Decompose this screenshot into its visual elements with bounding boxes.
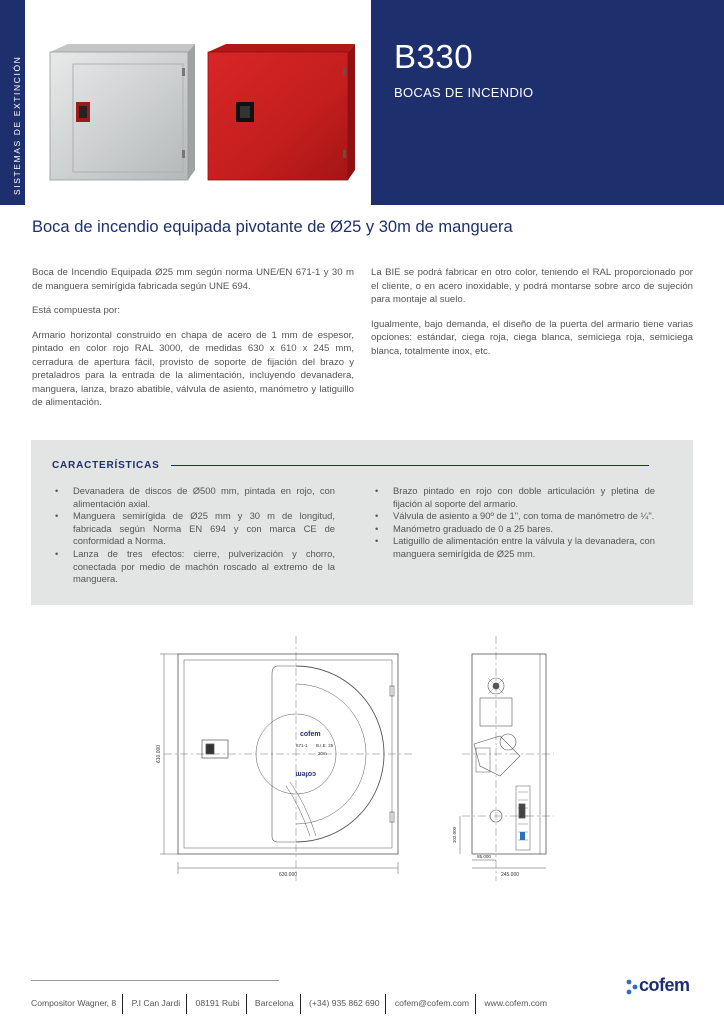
product-code: B330: [394, 38, 474, 75]
logo-mark-icon: [625, 978, 639, 996]
features-panel: [31, 440, 693, 605]
footer-postal: 08191 Rubi: [195, 998, 240, 1009]
reel-label-1: 671-1: [296, 743, 308, 748]
red-cabinet-photo: [208, 44, 355, 180]
footer-separator: [475, 994, 476, 1014]
product-photos: [40, 0, 370, 205]
dim-width: 630.000: [278, 872, 298, 878]
dim-bottom: 102.000: [452, 826, 457, 844]
feature-item: • Válvula de asiento a 90º de 1", con toma de manómetro de ¼".: [373, 510, 655, 523]
footer-web-link[interactable]: www.cofem.com: [484, 998, 547, 1009]
reel-label-3: 20m: [318, 751, 327, 756]
intro-paragraph: Armario horizontal construido en chapa de acero de 1 mm de espesor, pintado en color rojo RAL 3000, de medidas 630 x 610 x 245 mm, cerradura de apertura fácil, provisto de soporte de fijación del brazo y pretaladros para la entrada de la alimentación, incluyendo devanadera, manguera, lanza, brazo abatible, válvula de asiento, manómetro y latiguillo de alimentación.: [32, 329, 354, 408]
drawing-labels: [156, 731, 334, 878]
sidebar-label: SISTEMAS DE EXTINCIÓN: [12, 55, 22, 195]
header-box: [371, 0, 724, 205]
front-view: [160, 636, 412, 881]
footer-separator: [246, 994, 247, 1014]
intro-right-column: [371, 266, 693, 369]
features-list-left: [53, 485, 335, 586]
footer: [31, 994, 547, 1014]
feature-item: • Brazo pintado en rojo con doble articulación y pletina de fijación al soporte del armario.: [373, 485, 655, 510]
feature-item: • Latiguillo de alimentación entre la válvula y la devanadera, con manguera semirígida de Ø25 mm.: [373, 535, 655, 560]
reel-label-2: B.I.E. 25: [316, 743, 334, 748]
product-family: BOCAS DE INCENDIO: [394, 85, 534, 100]
feature-item: • Manguera semirígida de Ø25 mm y 30 m de longitud, fabricada según Norma EN 694 y con marca CE de conformidad a Norma.: [53, 510, 335, 548]
cofem-logo: [625, 975, 695, 999]
features-divider: [171, 465, 649, 466]
footer-separator: [122, 994, 123, 1014]
dim-depth: 245.000: [500, 872, 520, 878]
features-list-right: [373, 485, 655, 561]
footer-separator: [300, 994, 301, 1014]
footer-city: Barcelona: [254, 998, 294, 1009]
footer-separator: [186, 994, 187, 1014]
footer-phone[interactable]: (+34) 935 862 690: [309, 998, 380, 1009]
logo-text: cofem: [639, 975, 690, 995]
reel-brand-mirrored: cofem: [295, 770, 316, 777]
footer-email-link[interactable]: cofem@cofem.com: [394, 998, 470, 1009]
technical-drawing: [150, 636, 570, 881]
page-title: Boca de incendio equipada pivotante de Ø25 y 30m de manguera: [32, 218, 513, 236]
feature-item: • Manómetro graduado de 0 a 25 bares.: [373, 523, 655, 536]
feature-item: • Devanadera de discos de Ø500 mm, pintada en rojo, con alimentación axial.: [53, 485, 335, 510]
reel-brand: cofem: [300, 731, 321, 738]
footer-address: Compositor Wagner, 8: [31, 998, 117, 1009]
footer-separator: [385, 994, 386, 1014]
intro-left-column: [32, 266, 354, 421]
footer-area: P.I Can Jardi: [131, 998, 181, 1009]
features-title: CARACTERÍSTICAS: [52, 460, 160, 471]
intro-paragraph: La BIE se podrá fabricar en otro color, teniendo el RAL proporcionado por el cliente, o en acero inoxidable, y podrá montarse sobre arco de sujeción para montaje al suelo.: [371, 267, 693, 305]
side-view: [460, 636, 554, 881]
feature-item: • Lanza de tres efectos: cierre, pulverización y chorro, conectada por medio de machón roscado al extremo de la manguera.: [53, 548, 335, 586]
intro-paragraph: Boca de Incendio Equipada Ø25 mm según norma UNE/EN 671-1 y 30 m de manguera semirígida fabricada según UNE 694.: [32, 267, 354, 292]
steel-cabinet-photo: [50, 44, 195, 180]
intro-paragraph: Está compuesta por:: [32, 305, 120, 316]
footer-divider: [31, 980, 279, 981]
dim-offset: 85.000: [477, 854, 491, 859]
intro-paragraph: Igualmente, bajo demanda, el diseño de la puerta del armario tiene varias opciones: estándar, ciega roja, ciega blanca, semiciega roja, semiciega blanca, totalmente inox, etc.: [371, 318, 693, 357]
dim-height: 610.000: [156, 744, 162, 764]
